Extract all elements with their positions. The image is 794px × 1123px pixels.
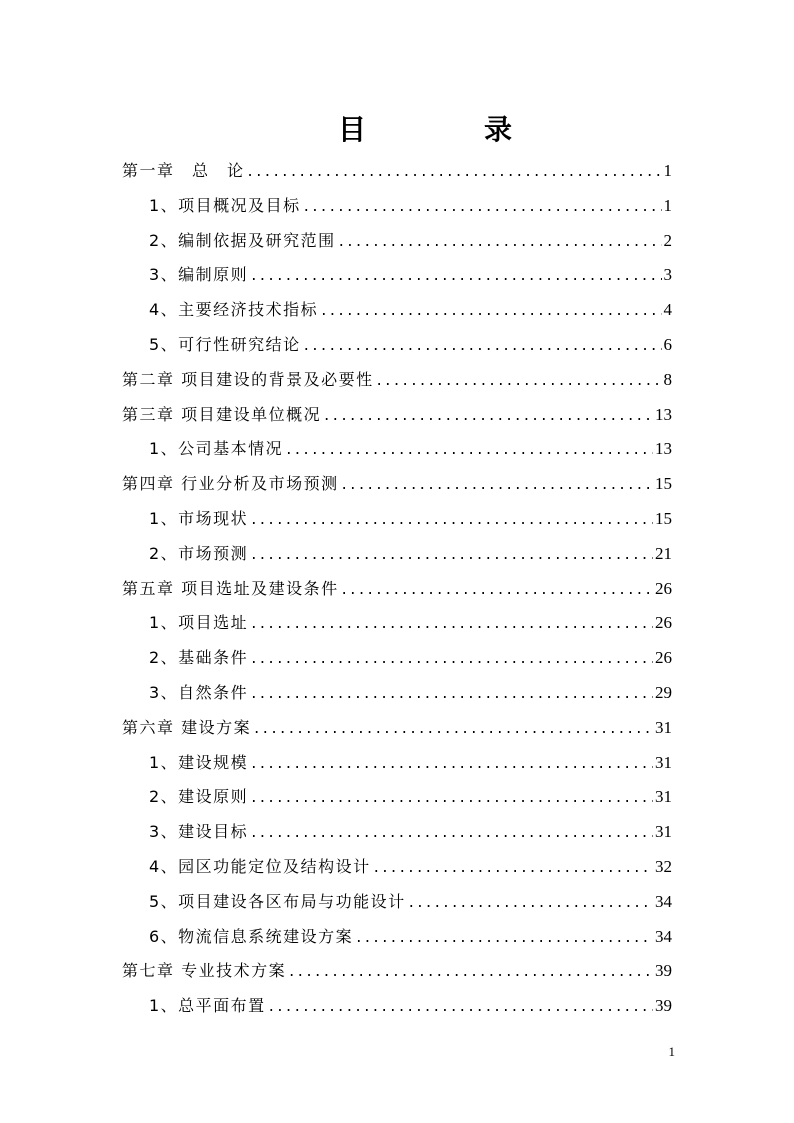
toc-entry-page: 31 xyxy=(655,822,672,842)
toc-dot-leader xyxy=(353,920,653,955)
toc-entry-page: 39 xyxy=(655,961,672,981)
toc-entry-page: 1 xyxy=(663,161,672,180)
toc-entry-label: 3、编制原则 xyxy=(149,265,249,285)
toc-entry-label: 第三章 项目建设单位概况 xyxy=(122,404,322,424)
toc-chapter-entry[interactable] xyxy=(122,711,672,746)
toc-entry-label: 1、市场现状 xyxy=(149,508,249,528)
toc-dot-leader xyxy=(248,537,653,572)
toc-section-entry[interactable] xyxy=(122,815,672,850)
toc-chapter-entry[interactable] xyxy=(122,363,672,398)
toc-dot-leader xyxy=(321,398,653,433)
toc-entry-page: 34 xyxy=(655,891,672,911)
toc-dot-leader xyxy=(301,328,662,363)
toc-entry-page: 13 xyxy=(655,404,672,424)
toc-entry-page: 15 xyxy=(655,508,672,528)
toc-chapter-entry[interactable] xyxy=(122,398,672,433)
toc-entry-page: 6 xyxy=(663,334,672,354)
toc-dot-leader xyxy=(406,885,653,920)
toc-chapter-entry[interactable] xyxy=(122,572,672,607)
toc-entry-page: 26 xyxy=(655,578,672,598)
toc-chapter-entry[interactable] xyxy=(122,154,672,189)
toc-entry-label: 1、建设规模 xyxy=(149,752,249,772)
toc-section-entry[interactable] xyxy=(122,502,672,537)
toc-entry-label: 4、主要经济技术指标 xyxy=(149,300,319,320)
toc-entry-page: 34 xyxy=(655,926,672,946)
toc-section-entry[interactable] xyxy=(122,328,672,363)
toc-entry-page: 39 xyxy=(655,996,672,1016)
toc-entry-label: 6、物流信息系统建设方案 xyxy=(149,926,354,946)
toc-section-entry[interactable] xyxy=(122,293,672,328)
toc-entry-label: 第一章 总 论 xyxy=(122,161,245,180)
toc-dot-leader xyxy=(374,363,662,398)
toc-entry-label: 2、市场预测 xyxy=(149,543,249,563)
toc-dot-leader xyxy=(339,572,653,607)
toc-dot-leader xyxy=(248,641,653,676)
toc-dot-leader xyxy=(283,432,653,467)
toc-entry-label: 1、公司基本情况 xyxy=(149,439,284,459)
toc-entry-page: 1 xyxy=(663,195,672,215)
toc-dot-leader xyxy=(301,189,662,224)
toc-section-entry[interactable] xyxy=(122,746,672,781)
toc-dot-leader xyxy=(248,258,661,293)
toc-dot-leader xyxy=(371,850,653,885)
toc-dot-leader xyxy=(248,606,653,641)
toc-entry-label: 3、建设目标 xyxy=(149,822,249,842)
toc-dot-leader xyxy=(266,989,653,1024)
toc-section-entry[interactable] xyxy=(122,224,672,259)
toc-section-entry[interactable] xyxy=(122,885,672,920)
toc-dot-leader xyxy=(248,780,653,815)
toc-entry-page: 3 xyxy=(663,265,672,285)
toc-dot-leader xyxy=(248,676,653,711)
toc-section-entry[interactable] xyxy=(122,850,672,885)
toc-entry-page: 31 xyxy=(655,752,672,772)
toc-chapter-entry[interactable] xyxy=(122,954,672,989)
toc-dot-leader xyxy=(248,815,653,850)
toc-entry-page: 32 xyxy=(655,856,672,876)
toc-title-part-2: 录 xyxy=(484,113,515,146)
toc-section-entry[interactable] xyxy=(122,432,672,467)
table-of-contents xyxy=(122,154,672,1024)
toc-section-entry[interactable] xyxy=(122,258,672,293)
toc-entry-label: 5、可行性研究结论 xyxy=(149,334,301,354)
toc-entry-label: 第七章 专业技术方案 xyxy=(122,961,287,981)
toc-section-entry[interactable] xyxy=(122,989,672,1024)
toc-dot-leader xyxy=(286,954,653,989)
toc-entry-label: 5、项目建设各区布局与功能设计 xyxy=(149,891,406,911)
toc-entry-page: 31 xyxy=(655,717,672,737)
toc-dot-leader xyxy=(251,711,653,746)
toc-dot-leader xyxy=(339,467,653,502)
toc-entry-label: 第四章 行业分析及市场预测 xyxy=(122,474,339,494)
toc-section-entry[interactable] xyxy=(122,606,672,641)
toc-entry-page: 8 xyxy=(663,369,672,389)
toc-entry-page: 29 xyxy=(655,682,672,702)
toc-entry-label: 4、园区功能定位及结构设计 xyxy=(149,856,371,876)
toc-entry-page: 26 xyxy=(655,648,672,668)
toc-entry-page: 4 xyxy=(663,300,672,320)
toc-entry-page: 31 xyxy=(655,787,672,807)
page-number: 1 xyxy=(668,1044,675,1059)
toc-section-entry[interactable] xyxy=(122,641,672,676)
toc-entry-page: 21 xyxy=(655,543,672,563)
toc-entry-page: 2 xyxy=(663,230,672,250)
toc-entry-label: 2、建设原则 xyxy=(149,787,249,807)
toc-entry-page: 26 xyxy=(655,613,672,633)
toc-entry-label: 3、自然条件 xyxy=(149,682,249,702)
toc-section-entry[interactable] xyxy=(122,189,672,224)
toc-dot-leader xyxy=(318,293,661,328)
toc-entry-label: 第二章 项目建设的背景及必要性 xyxy=(122,369,374,389)
toc-chapter-entry[interactable] xyxy=(122,467,672,502)
toc-section-entry[interactable] xyxy=(122,920,672,955)
toc-entry-page: 15 xyxy=(655,474,672,494)
toc-entry-label: 2、基础条件 xyxy=(149,648,249,668)
toc-dot-leader xyxy=(245,154,662,189)
toc-section-entry[interactable] xyxy=(122,780,672,815)
toc-entry-label: 第六章 建设方案 xyxy=(122,717,252,737)
toc-entry-page: 13 xyxy=(655,439,672,459)
toc-section-entry[interactable] xyxy=(122,537,672,572)
toc-dot-leader xyxy=(336,224,662,259)
toc-entry-label: 2、编制依据及研究范围 xyxy=(149,230,336,250)
toc-entry-label: 1、总平面布置 xyxy=(149,996,266,1016)
toc-entry-label: 1、项目概况及目标 xyxy=(149,195,301,215)
toc-dot-leader xyxy=(248,502,653,537)
toc-entry-label: 第五章 项目选址及建设条件 xyxy=(122,578,339,598)
toc-entry-label: 1、项目选址 xyxy=(149,613,249,633)
toc-title-part-1: 目 xyxy=(338,113,369,146)
toc-dot-leader xyxy=(248,746,653,781)
toc-section-entry[interactable] xyxy=(122,676,672,711)
